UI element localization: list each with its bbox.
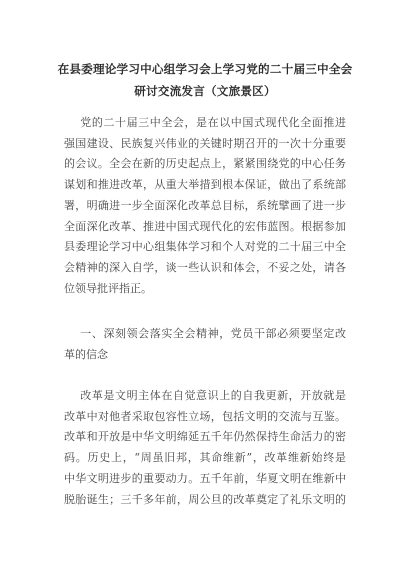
paragraph-line: 位领导批评指正。 [64, 281, 152, 295]
paragraph-line: 中华文明进步的重要动力。五千年前，华夏文明在维新中 [64, 471, 346, 485]
paragraph-line: 改革中对他者采取包容性立场，包括文明的交流与互鉴。 [64, 409, 346, 423]
paragraph-line: 脱胎诞生；三千多年前，周公旦的改革奠定了礼乐文明的 [64, 492, 346, 506]
section-heading [64, 324, 346, 365]
paragraph-line: 谋划和推进改革，从重大举措到根本保证，做出了系统部 [64, 178, 346, 192]
heading-line: 革的信念 [64, 347, 108, 361]
body-paragraph [64, 386, 346, 510]
paragraph-line: 改革和开放是中华文明绵延五千年仍然保持生命活力的密 [64, 430, 346, 444]
paragraph-line: 全面深化改革、推进中国式现代化的宏伟蓝图。根据参加 [64, 219, 346, 233]
heading-line: 一、深刻领会落实全会精神，党员干部必须要坚定改 [64, 327, 346, 340]
paragraph-line: 署，明确进一步全面深化改革总目标，系统擘画了进一步 [64, 198, 346, 212]
paragraph-line: 会精神的深入自学，谈一些认识和体会，不妥之处，请各 [64, 260, 346, 274]
paragraph-line: 党的二十届三中全会，是在以中国式现代化全面推进 [64, 116, 346, 129]
title-line: 在县委理论学习中心组学习会上学习党的二十届三中全会 [57, 62, 353, 76]
paragraph-line: 改革是文明主体在自觉意识上的自我更新，开放就是 [64, 389, 346, 402]
paragraph-line: 码。历史上，“周虽旧邦，其命维新”，改革维新始终是 [64, 451, 346, 465]
paragraph-line: 强国建设、民族复兴伟业的关键时期召开的一次十分重要 [64, 136, 346, 150]
paragraph-line: 县委理论学习中心组集体学习和个人对党的二十届三中全 [64, 240, 346, 254]
intro-paragraph [64, 113, 346, 299]
title-line: 研讨交流发言（文旅景区） [134, 84, 276, 98]
document-title [50, 58, 360, 102]
paragraph-line: 的会议。全会在新的历史起点上，紧紧围绕党的中心任务 [64, 157, 346, 171]
